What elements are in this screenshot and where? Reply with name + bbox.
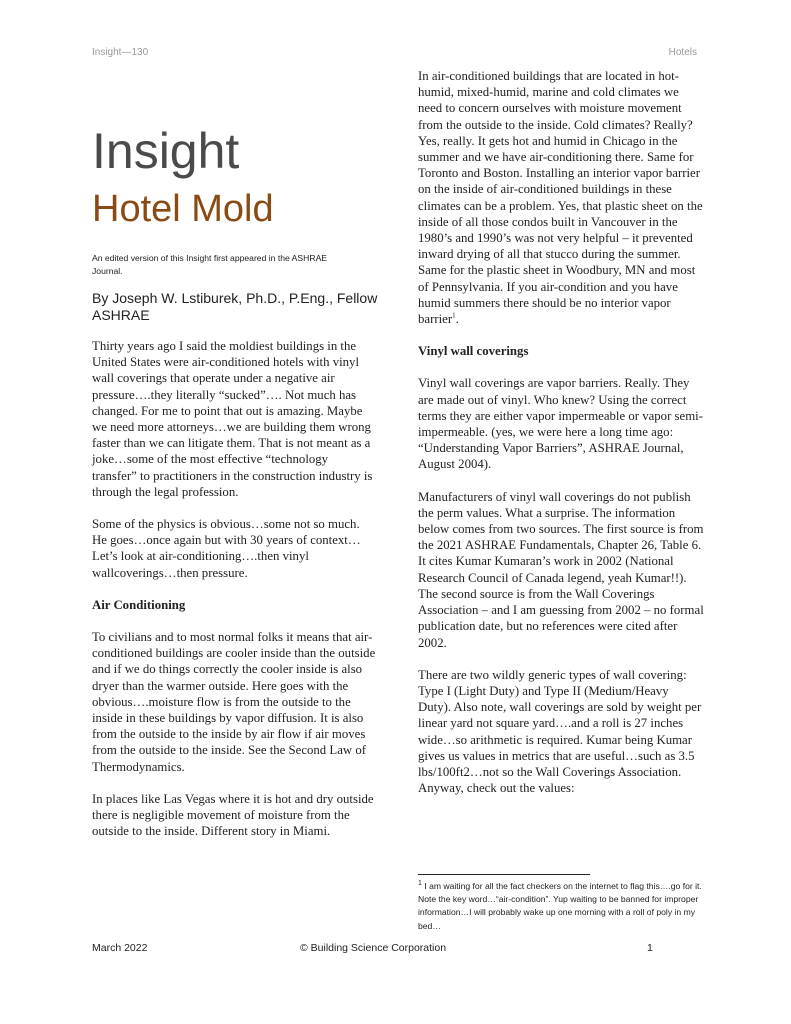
paragraph-physics: Some of the physics is obvious…some not so much. He goes…once again but with 30 years of context… (92, 517, 361, 548)
running-header-left: Insight—130 (92, 47, 149, 58)
footnote (418, 880, 708, 933)
footer-page-number: 1 (647, 942, 653, 954)
running-header-right: Hotels (668, 47, 697, 58)
footnote-divider (418, 874, 590, 875)
paragraph-vapor-barriers: Vinyl wall coverings are vapor barriers. Really. They are made out of vinyl. Who knew? Using the correct terms they are either vapor impermeable or vapor semi-impermeable. (yes, we were here a long time ago: “Understanding Vapor Barriers”, ASHRAE Journal, August 2004). (418, 376, 703, 472)
paragraph-climates-text: In air-conditioned buildings that are located in hot-humid, mixed-humid, marine and cold climates we need to concern ourselves with moisture movement from the outside to the inside. Cold climates? Really? Yes, really. It gets hot and humid in Chicago in the summer and we have air-conditioning there. Same for Toronto and Boston. Installing an interior vapor barrier on the inside of air-conditioned buildings in these climates can be a problem. Yes, that plastic sheet on the inside of all those condos built in Vancouver in the 1980’s and 1990’s was not very helpful – it prevented inward drying of all that stucco during the summer. Same for the plastic sheet in Woodbury, MN and most of Pennsylvania. If you air-condition and you have humid summers there should be no interior vapor barrier (418, 69, 703, 327)
heading-vinyl-wall-coverings: Vinyl wall coverings (418, 344, 529, 359)
paragraph-wall-covering-types: There are two wildly generic types of wall covering: Type I (Light Duty) and Type II (Medium/Heavy Duty). Also note, wall coverings are sold by weight per linear yard not square yard….and a roll is 27 inches wide…so arithmetic is required. Kumar being Kumar gives us values in metrics that are useful…such as 3.5 lbs/100ft2…not so the Wall Coverings Association. Anyway, check out the values: (418, 667, 702, 796)
paragraph-las-vegas: In places like Las Vegas where it is hot and dry outside there is negligible movement of moisture from the outside to the inside. Different story in Miami. (92, 791, 374, 839)
paragraph-climates (418, 68, 704, 327)
paragraph-outline: Let’s look at air-conditioning….then vinyl wallcoverings…then pressure. (92, 549, 309, 580)
paragraph-perm-sources: Manufacturers of vinyl wall coverings do not publish the perm values. What a surprise. The information below comes from two sources. The first source is from the 2021 ASHRAE Fundamentals, Chapter 26, Table 6. It cites Kumar Kumaran’s work in 2002 (National Research Council of Canada legend, yeah Kumar!!). The second source is from the Wall Coverings Association – and I am guessing from 2002 – no formal publication date, but no references were cited after 2002. (418, 489, 704, 650)
footer-date: March 2022 (92, 942, 148, 954)
page-title: Insight (92, 123, 240, 179)
publication-note: An edited version of this Insight first appeared in the ASHRAE Journal. (92, 253, 328, 276)
paragraph-climates-end: . (455, 312, 459, 327)
heading-air-conditioning: Air Conditioning (92, 597, 186, 612)
footnote-number: 1 (418, 880, 422, 888)
author-byline: By Joseph W. Lstiburek, Ph.D., P.Eng., Fellow ASHRAE (92, 290, 378, 323)
column-right (418, 68, 704, 796)
paragraph-air-conditioning: To civilians and to most normal folks it means that air-conditioned buildings are cooler inside than the outside and if we do things correctly the cooler inside is also dryer than the warmer outside. Here goes with the obvious….moisture flow is from the outside to the inside in these buildings by vapor diffusion. It is also from the outside to the inside by air flow if air moves from the outside to the inside. See the Second Law of Thermodynamics. (92, 630, 376, 774)
page-subtitle: Hotel Mold (92, 188, 274, 230)
paragraph-intro: Thirty years ago I said the moldiest buildings in the United States were air-conditioned hotels with vinyl wall coverings that operate under a negative air pressure….they literally “sucked”…. Not much has changed. For me to point that out is amazing. Maybe we need more attorneys…we are building them wrong faster than we can litigate them. That is not meant as a joke…some of the most effective “technology transfer” to practitioners in the construction industry is through the legal profession. (92, 339, 373, 499)
footnote-reference: 1 (452, 311, 456, 320)
column-left (92, 338, 376, 839)
footer-copyright: © Building Science Corporation (300, 942, 447, 954)
footnote-text: I am waiting for all the fact checkers on the internet to flag this….go for it. Note the key word…“air-condition”. Yup waiting to be banned for improper information…I will probably wake up one morning with a roll of poly in my bed… (418, 881, 702, 931)
